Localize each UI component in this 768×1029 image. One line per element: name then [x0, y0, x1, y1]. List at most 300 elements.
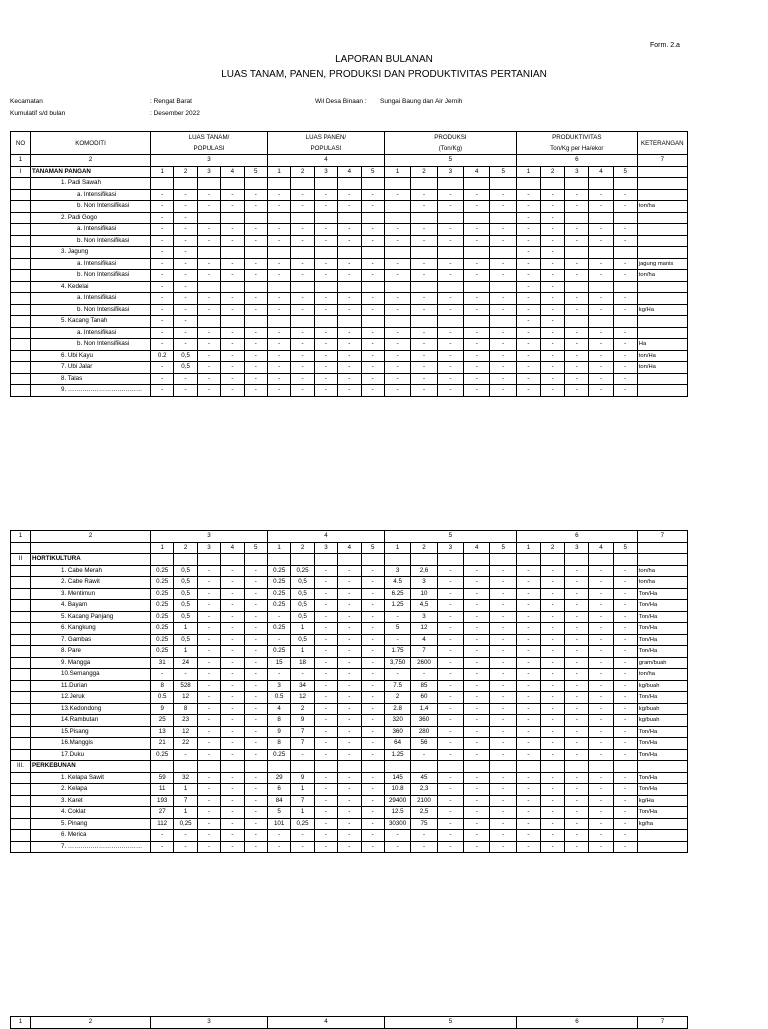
value-cell: - — [589, 841, 613, 853]
sub-column-number: 4 — [221, 166, 244, 178]
value-cell: 2100 — [411, 795, 437, 807]
value-cell: - — [221, 373, 244, 385]
value-cell: - — [221, 293, 244, 305]
value-cell: - — [221, 795, 244, 807]
value-cell: - — [314, 577, 337, 589]
value-cell: - — [361, 385, 384, 397]
value-cell: - — [516, 247, 540, 259]
value-cell: - — [361, 738, 384, 750]
sub-column-number: 3 — [565, 166, 589, 178]
keterangan-cell — [637, 841, 687, 853]
row-no — [11, 600, 31, 612]
value-cell: - — [541, 247, 565, 259]
blank-cell — [174, 554, 197, 566]
value-cell: - — [174, 258, 197, 270]
value-cell: - — [221, 703, 244, 715]
value-cell: - — [437, 807, 463, 819]
commodity-name: b. Non Intensifikasi — [31, 339, 151, 351]
value-cell: - — [361, 577, 384, 589]
value-cell: - — [411, 270, 437, 282]
value-cell: 2,6 — [411, 565, 437, 577]
value-cell: 6.25 — [384, 588, 410, 600]
value-cell: - — [613, 807, 637, 819]
value-cell: - — [589, 189, 613, 201]
row-no — [11, 680, 31, 692]
value-cell: - — [589, 611, 613, 623]
sub-column-number: 1 — [267, 542, 290, 554]
value-cell: - — [314, 669, 337, 681]
value-cell: - — [464, 350, 490, 362]
commodity-name: 4. Kedelai — [31, 281, 151, 293]
value-cell: - — [197, 201, 220, 213]
commodity-name: 12.Jeruk — [31, 692, 151, 704]
value-cell: 10 — [411, 588, 437, 600]
blank-cell — [267, 761, 290, 773]
sub-column-number: 4 — [221, 542, 244, 554]
value-cell: - — [151, 201, 174, 213]
value-cell: 0.25 — [151, 634, 174, 646]
value-cell: - — [589, 588, 613, 600]
value-cell: - — [338, 669, 361, 681]
blank-cell — [361, 554, 384, 566]
value-cell — [464, 212, 490, 224]
value-cell: 6 — [267, 784, 290, 796]
value-cell: - — [338, 350, 361, 362]
value-cell: - — [589, 772, 613, 784]
sub-column-number: 1 — [384, 542, 410, 554]
keterangan-cell — [637, 247, 687, 259]
value-cell: - — [565, 703, 589, 715]
value-cell: - — [437, 339, 463, 351]
value-cell — [338, 247, 361, 259]
value-cell: - — [565, 680, 589, 692]
value-cell: - — [361, 749, 384, 761]
column-number: 4 — [267, 531, 384, 543]
value-cell: - — [565, 339, 589, 351]
value-cell: - — [197, 623, 220, 635]
value-cell: - — [151, 212, 174, 224]
value-cell: - — [411, 830, 437, 842]
value-cell: 0,5 — [291, 577, 314, 589]
table-row — [11, 657, 688, 669]
row-no — [11, 807, 31, 819]
value-cell: - — [565, 201, 589, 213]
value-cell: - — [516, 577, 540, 589]
value-cell: - — [516, 270, 540, 282]
value-cell: - — [516, 669, 540, 681]
value-cell: 9 — [267, 726, 290, 738]
column-number: 3 — [151, 531, 268, 543]
value-cell: - — [221, 270, 244, 282]
value-cell: - — [490, 703, 516, 715]
table-row — [11, 373, 688, 385]
commodity-name: 7. Ubi Jalar — [31, 362, 151, 374]
blank-cell — [244, 761, 267, 773]
value-cell: - — [197, 830, 220, 842]
commodity-name: a. Intensifikasi — [31, 258, 151, 270]
value-cell: - — [361, 726, 384, 738]
value-cell: - — [437, 738, 463, 750]
value-cell: - — [151, 247, 174, 259]
value-cell: - — [221, 680, 244, 692]
value-cell: - — [490, 235, 516, 247]
value-cell: 45 — [411, 772, 437, 784]
value-cell: - — [589, 703, 613, 715]
value-cell: - — [197, 646, 220, 658]
value-cell: - — [244, 703, 267, 715]
value-cell: - — [490, 373, 516, 385]
value-cell: 360 — [411, 715, 437, 727]
value-cell: - — [267, 270, 290, 282]
value-cell: - — [437, 235, 463, 247]
sub-column-number: 3 — [437, 166, 463, 178]
value-cell: - — [361, 362, 384, 374]
value-cell: - — [197, 818, 220, 830]
blank-cell — [151, 761, 174, 773]
table-row — [11, 749, 688, 761]
commodity-name: 17.Duku — [31, 749, 151, 761]
commodity-name: 5. Kacang Panjang — [31, 611, 151, 623]
value-cell: - — [437, 327, 463, 339]
sub-column-number: 1 — [151, 166, 174, 178]
keterangan-cell: kg/ha — [637, 818, 687, 830]
keterangan-cell: ton/ha — [637, 201, 687, 213]
value-cell: - — [197, 270, 220, 282]
value-cell — [244, 281, 267, 293]
value-cell: - — [314, 385, 337, 397]
value-cell: - — [151, 327, 174, 339]
blank-cell — [361, 761, 384, 773]
value-cell: - — [197, 588, 220, 600]
value-cell: 32 — [174, 772, 197, 784]
value-cell: - — [291, 339, 314, 351]
value-cell: 7 — [291, 795, 314, 807]
blank-cell — [589, 554, 613, 566]
keterangan-cell — [637, 385, 687, 397]
value-cell: 1.25 — [384, 749, 410, 761]
commodity-name: 3. Mentimun — [31, 588, 151, 600]
value-cell: - — [267, 304, 290, 316]
keterangan-cell — [637, 830, 687, 842]
value-cell: - — [464, 692, 490, 704]
keterangan-cell — [637, 373, 687, 385]
value-cell: 0.25 — [267, 600, 290, 612]
value-cell: - — [314, 293, 337, 305]
value-cell: - — [411, 373, 437, 385]
value-cell: - — [197, 680, 220, 692]
value-cell — [174, 178, 197, 190]
value-cell — [490, 281, 516, 293]
value-cell: - — [565, 600, 589, 612]
table-row — [11, 270, 688, 282]
value-cell: - — [411, 385, 437, 397]
value-cell: 4,5 — [411, 600, 437, 612]
value-cell: - — [361, 657, 384, 669]
value-cell: - — [490, 818, 516, 830]
value-cell: - — [384, 634, 410, 646]
sub-column-number: 5 — [490, 166, 516, 178]
table-row — [11, 362, 688, 374]
value-cell: - — [338, 327, 361, 339]
table-row — [11, 807, 688, 819]
value-cell: 0.25 — [267, 749, 290, 761]
sub-column-number: 3 — [314, 542, 337, 554]
value-cell — [361, 316, 384, 328]
value-cell: - — [589, 680, 613, 692]
value-cell: - — [338, 339, 361, 351]
value-cell: - — [541, 577, 565, 589]
value-cell: - — [464, 738, 490, 750]
commodity-name: 11.Durian — [31, 680, 151, 692]
value-cell: - — [384, 304, 410, 316]
value-cell — [197, 247, 220, 259]
value-cell: - — [613, 749, 637, 761]
value-cell: - — [267, 611, 290, 623]
value-cell: - — [565, 657, 589, 669]
value-cell: - — [221, 646, 244, 658]
value-cell: - — [244, 600, 267, 612]
value-cell: - — [338, 772, 361, 784]
table-row — [11, 634, 688, 646]
value-cell: - — [516, 623, 540, 635]
sub-column-number: 2 — [174, 166, 197, 178]
value-cell: - — [541, 830, 565, 842]
value-cell: - — [613, 600, 637, 612]
value-cell: - — [197, 600, 220, 612]
value-cell: - — [314, 795, 337, 807]
value-cell: 10.8 — [384, 784, 410, 796]
value-cell: - — [565, 841, 589, 853]
row-no — [11, 178, 31, 190]
value-cell — [267, 316, 290, 328]
keterangan-cell: Ton/Ha — [637, 611, 687, 623]
value-cell: - — [174, 235, 197, 247]
value-cell: - — [151, 669, 174, 681]
value-cell: - — [613, 304, 637, 316]
value-cell — [464, 247, 490, 259]
commodity-name: 3. Jagung — [31, 247, 151, 259]
blank-cell — [314, 554, 337, 566]
value-cell: - — [589, 726, 613, 738]
value-cell: - — [516, 212, 540, 224]
value-cell: - — [541, 715, 565, 727]
value-cell — [244, 212, 267, 224]
value-cell — [221, 316, 244, 328]
value-cell: - — [221, 588, 244, 600]
row-no — [11, 385, 31, 397]
blank-cell — [490, 761, 516, 773]
table-continuation — [10, 1016, 688, 1029]
value-cell: - — [151, 841, 174, 853]
value-cell: 112 — [151, 818, 174, 830]
blank-cell — [197, 761, 220, 773]
value-cell: 18 — [291, 657, 314, 669]
table-row — [11, 680, 688, 692]
table-row — [11, 623, 688, 635]
value-cell: - — [541, 362, 565, 374]
value-cell: - — [589, 818, 613, 830]
value-cell: - — [314, 224, 337, 236]
value-cell: - — [411, 669, 437, 681]
value-cell: - — [151, 304, 174, 316]
value-cell: - — [174, 247, 197, 259]
value-cell: - — [361, 270, 384, 282]
value-cell: - — [464, 258, 490, 270]
value-cell: - — [291, 293, 314, 305]
value-cell: - — [244, 304, 267, 316]
value-cell — [613, 212, 637, 224]
value-cell: - — [244, 373, 267, 385]
value-cell: 0,5 — [291, 611, 314, 623]
value-cell: - — [338, 385, 361, 397]
value-cell: - — [221, 327, 244, 339]
value-cell: - — [464, 795, 490, 807]
value-cell: - — [541, 565, 565, 577]
value-cell: - — [589, 692, 613, 704]
value-cell: - — [267, 235, 290, 247]
value-cell: - — [314, 270, 337, 282]
value-cell: - — [411, 224, 437, 236]
value-cell: 24 — [174, 657, 197, 669]
value-cell — [565, 316, 589, 328]
value-cell: - — [197, 327, 220, 339]
sub-column-number: 5 — [613, 166, 637, 178]
value-cell: - — [437, 703, 463, 715]
col-produksi: PRODUKSI — [384, 132, 516, 144]
row-no — [11, 189, 31, 201]
value-cell: - — [437, 577, 463, 589]
value-cell: - — [338, 818, 361, 830]
value-cell — [197, 178, 220, 190]
row-no — [11, 611, 31, 623]
row-no — [11, 212, 31, 224]
value-cell: - — [516, 795, 540, 807]
value-cell: - — [197, 350, 220, 362]
value-cell: - — [361, 680, 384, 692]
value-cell — [437, 281, 463, 293]
value-cell: - — [267, 201, 290, 213]
value-cell: - — [464, 385, 490, 397]
blank-cell — [516, 554, 540, 566]
value-cell: 0.2 — [151, 350, 174, 362]
value-cell: - — [221, 611, 244, 623]
row-no — [11, 738, 31, 750]
value-cell: - — [244, 201, 267, 213]
value-cell: - — [516, 224, 540, 236]
value-cell: - — [221, 726, 244, 738]
value-cell: - — [221, 189, 244, 201]
sub-column-number: 2 — [291, 542, 314, 554]
value-cell: - — [613, 738, 637, 750]
value-cell: - — [361, 588, 384, 600]
blank-cell — [384, 761, 410, 773]
value-cell: - — [490, 830, 516, 842]
value-cell: - — [613, 772, 637, 784]
value-cell: - — [384, 373, 410, 385]
blank-cell — [31, 542, 151, 554]
value-cell: - — [464, 772, 490, 784]
value-cell: - — [437, 362, 463, 374]
sub-column-number: 5 — [361, 542, 384, 554]
value-cell: 23 — [174, 715, 197, 727]
value-cell: 64 — [384, 738, 410, 750]
value-cell: - — [437, 634, 463, 646]
value-cell: 12.5 — [384, 807, 410, 819]
value-cell: - — [565, 669, 589, 681]
value-cell: - — [464, 270, 490, 282]
value-cell: 0,5 — [174, 565, 197, 577]
value-cell: - — [490, 293, 516, 305]
value-cell: - — [613, 565, 637, 577]
row-no — [11, 247, 31, 259]
keterangan-cell: kg/buah — [637, 703, 687, 715]
blank-cell — [464, 554, 490, 566]
keterangan-cell: kg/Ha — [637, 795, 687, 807]
column-number: 6 — [516, 155, 637, 167]
table-row — [11, 818, 688, 830]
value-cell: - — [361, 634, 384, 646]
value-cell — [267, 212, 290, 224]
value-cell: 0.25 — [151, 623, 174, 635]
value-cell: 320 — [384, 715, 410, 727]
value-cell: - — [464, 669, 490, 681]
column-number: 7 — [637, 155, 687, 167]
value-cell: - — [244, 680, 267, 692]
value-cell: - — [221, 692, 244, 704]
value-cell: - — [541, 189, 565, 201]
value-cell: - — [221, 224, 244, 236]
value-cell: - — [516, 738, 540, 750]
keterangan-cell — [637, 316, 687, 328]
value-cell: - — [437, 749, 463, 761]
value-cell — [565, 281, 589, 293]
value-cell: - — [314, 258, 337, 270]
value-cell: - — [464, 726, 490, 738]
row-no — [11, 293, 31, 305]
value-cell: - — [221, 339, 244, 351]
keterangan-cell: Ton/Ha — [637, 772, 687, 784]
kecamatan-label: Kecamatan — [10, 98, 43, 105]
column-number: 1 — [11, 155, 31, 167]
table-row — [11, 669, 688, 681]
value-cell: - — [490, 577, 516, 589]
keterangan-cell: Ton/Ha — [637, 634, 687, 646]
table-row — [11, 772, 688, 784]
value-cell — [411, 247, 437, 259]
value-cell — [267, 247, 290, 259]
commodity-name: 1. Padi Sawah — [31, 178, 151, 190]
value-cell — [437, 316, 463, 328]
value-cell: - — [151, 362, 174, 374]
value-cell — [613, 178, 637, 190]
value-cell: - — [244, 692, 267, 704]
value-cell: - — [244, 258, 267, 270]
value-cell: - — [314, 565, 337, 577]
value-cell: - — [197, 373, 220, 385]
value-cell — [314, 212, 337, 224]
value-cell: - — [384, 258, 410, 270]
value-cell — [490, 247, 516, 259]
value-cell: - — [291, 201, 314, 213]
value-cell: - — [516, 749, 540, 761]
row-no — [11, 362, 31, 374]
keterangan-cell: Ton/Ha — [637, 749, 687, 761]
value-cell: - — [361, 304, 384, 316]
value-cell: - — [565, 350, 589, 362]
blank-cell — [291, 761, 314, 773]
value-cell: - — [267, 373, 290, 385]
value-cell: 0.25 — [267, 577, 290, 589]
